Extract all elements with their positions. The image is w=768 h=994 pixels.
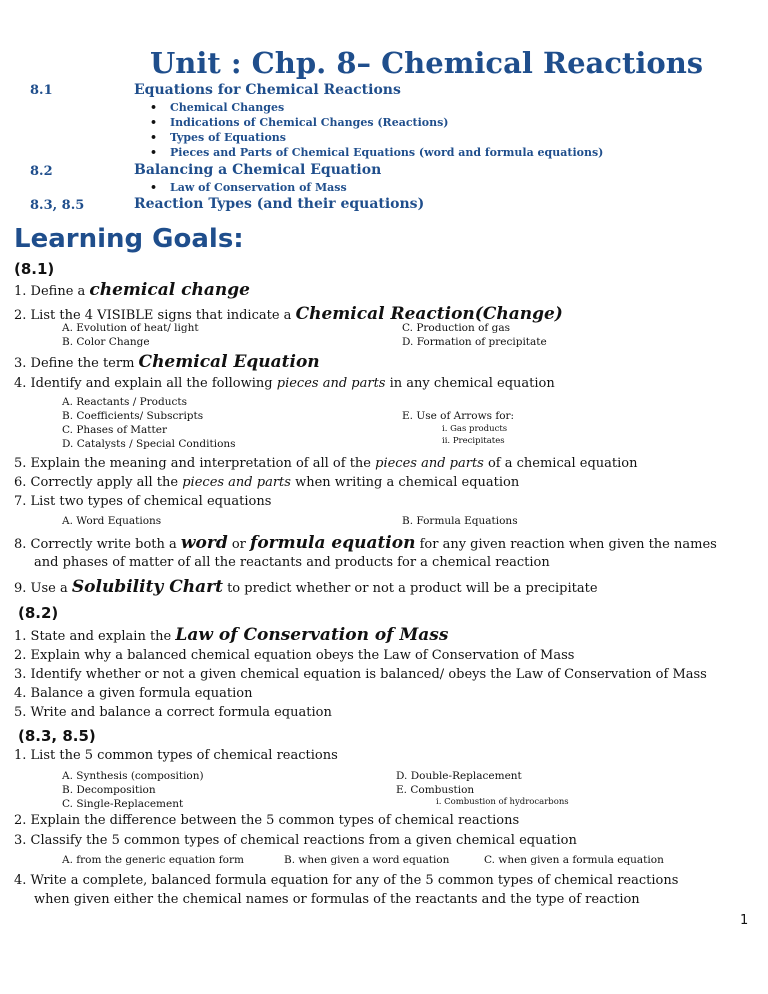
sub-item: A. Reactants / Products — [62, 396, 187, 408]
goal-item-continued: when given either the chemical names or formulas of the reactants and the type of reaction — [34, 892, 640, 907]
toc-section-heading: Balancing a Chemical Equation — [134, 162, 382, 178]
toc-bullet: • Chemical Changes — [170, 101, 284, 114]
page-number: 1 — [740, 913, 749, 928]
goal-item: 4. Balance a given formula equation — [14, 686, 253, 701]
sub-item: D. Catalysts / Special Conditions — [62, 438, 236, 450]
goal-item-continued: and phases of matter of all the reactants and products for a chemical reaction — [34, 555, 550, 570]
goal-item: 6. Correctly apply all the pieces and parts when writing a chemical equation — [14, 475, 520, 490]
toc-section-heading: Equations for Chemical Reactions — [134, 82, 401, 98]
sub-item: C. Phases of Matter — [62, 424, 167, 436]
toc-bullet: • Types of Equations — [170, 131, 286, 144]
goal-item: 2. Explain the difference between the 5 common types of chemical reactions — [14, 813, 520, 828]
goal-item: 3. Define the term Chemical Equation — [14, 352, 320, 372]
section-label: (8.1) — [14, 260, 55, 278]
goal-item: 7. List two types of chemical equations — [14, 494, 272, 509]
section-label: (8.3, 8.5) — [18, 727, 96, 745]
goal-item: 1. State and explain the Law of Conservation of Mass — [14, 625, 449, 645]
goal-item: 2. Explain why a balanced chemical equation obeys the Law of Conservation of Mass — [14, 648, 575, 663]
sub-item: B. when given a word equation — [284, 854, 450, 866]
sub-item: C. Production of gas — [402, 322, 511, 334]
goal-item: 4. Write a complete, balanced formula equation for any of the 5 common types of chemical reactions — [14, 873, 679, 888]
sub-sub-item: i. Gas products — [442, 424, 508, 434]
goal-item: 1. List the 5 common types of chemical reactions — [14, 748, 338, 763]
goal-item: 1. Define a chemical change — [14, 280, 250, 300]
goal-item: 3. Classify the 5 common types of chemical reactions from a given chemical equation — [14, 833, 577, 848]
goal-item: 4. Identify and explain all the following pieces and parts in any chemical equation — [14, 376, 555, 391]
sub-item: C. Single-Replacement — [62, 798, 184, 810]
goal-item: 9. Use a Solubility Chart to predict whether or not a product will be a precipitate — [14, 577, 598, 597]
sub-item: B. Decomposition — [62, 784, 156, 796]
toc-section-heading: Reaction Types (and their equations) — [134, 196, 425, 212]
goal-item: 2. List the 4 VISIBLE signs that indicate a Chemical Reaction(Change) — [14, 304, 563, 324]
page-title: Unit : Chp. 8– Chemical Reactions — [150, 46, 704, 80]
sub-item: B. Color Change — [62, 336, 150, 348]
sub-item: C. when given a formula equation — [484, 854, 664, 866]
sub-item: B. Formula Equations — [402, 515, 518, 527]
sub-item: A. Synthesis (composition) — [62, 770, 204, 782]
sub-item: A. from the generic equation form — [62, 854, 244, 866]
sub-item: A. Evolution of heat/ light — [62, 322, 199, 334]
sub-item: E. Use of Arrows for: — [402, 410, 515, 422]
toc-bullet: • Pieces and Parts of Chemical Equations (word and formula equations) — [170, 146, 603, 159]
sub-item: D. Formation of precipitate — [402, 336, 547, 348]
toc-bullet: • Law of Conservation of Mass — [170, 181, 347, 194]
toc-bullet: • Indications of Chemical Changes (Reactions) — [170, 116, 449, 129]
sub-sub-item: i. Combustion of hydrocarbons — [436, 797, 569, 807]
sub-item: A. Word Equations — [62, 515, 162, 527]
toc-section-number: 8.3, 8.5 — [30, 198, 85, 213]
goal-item: 5. Write and balance a correct formula equation — [14, 705, 332, 720]
toc-section-number: 8.2 — [30, 164, 53, 179]
goal-item: 5. Explain the meaning and interpretation of all of the pieces and parts of a chemical equation — [14, 456, 638, 471]
sub-item: D. Double-Replacement — [396, 770, 522, 782]
goal-item: 3. Identify whether or not a given chemical equation is balanced/ obeys the Law of Conservation of Mass — [14, 667, 707, 682]
section-label: (8.2) — [18, 604, 59, 622]
sub-item: E. Combustion — [396, 784, 475, 796]
goal-item: 8. Correctly write both a word or formula equation for any given reaction when given the names — [14, 533, 717, 553]
sub-item: B. Coefficients/ Subscripts — [62, 410, 204, 422]
learning-goals-heading: Learning Goals: — [14, 224, 244, 254]
toc-section-number: 8.1 — [30, 83, 53, 98]
sub-sub-item: ii. Precipitates — [442, 436, 505, 446]
